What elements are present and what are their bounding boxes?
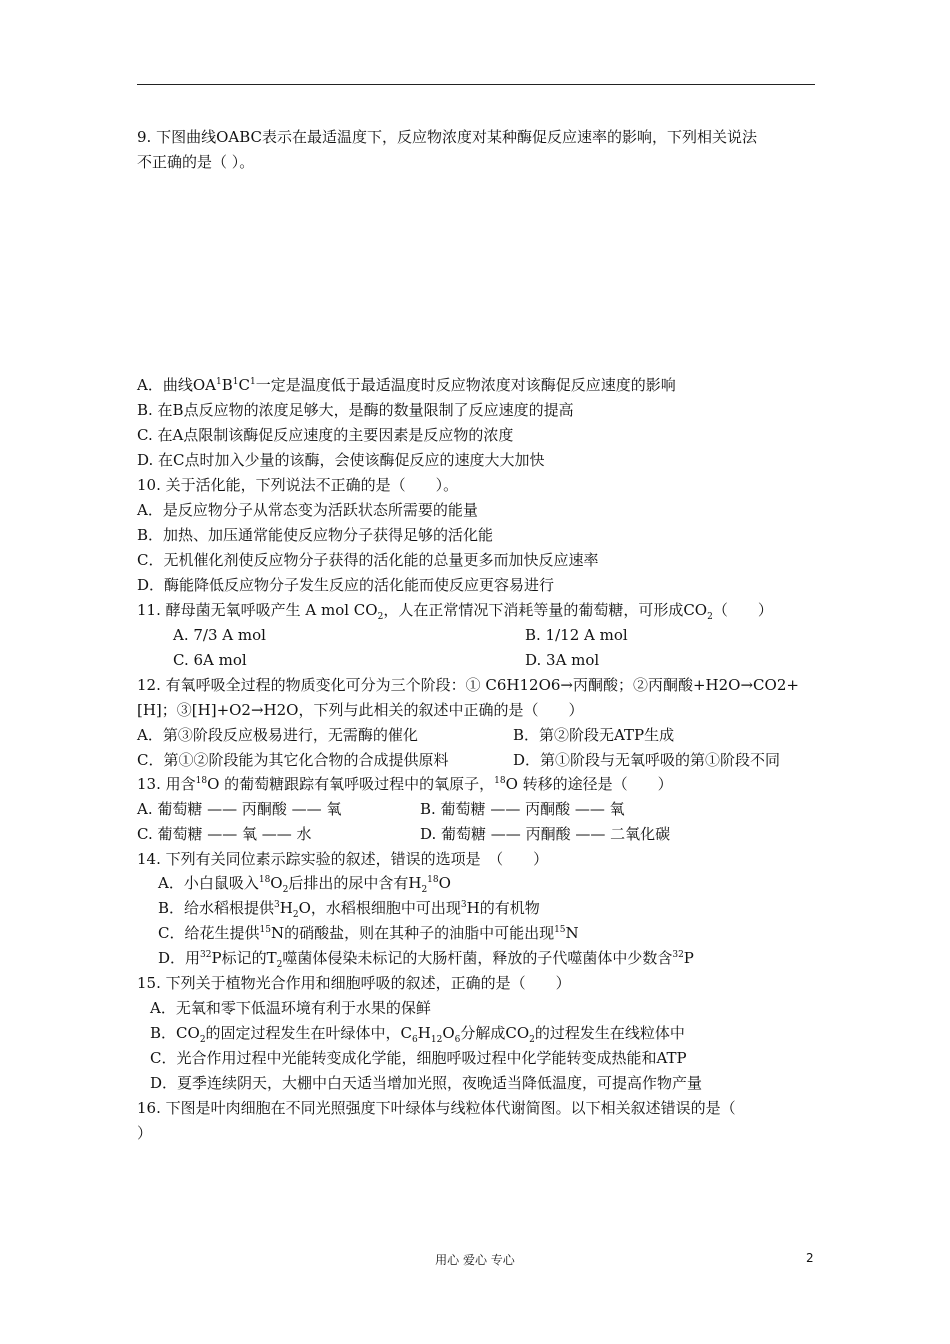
q15-option-b: B．$CO_2$的固定过程发生在叶绿体中，$C_6H_{12}O_6$分解成$CO_2$的过程发生在线粒体中 — [150, 1024, 685, 1045]
q14-option-b: B．给水稻根提供$^3H_2O$，水稻根细胞中可出现$^3$H的有机物 — [158, 899, 540, 920]
q9-option-a: A．曲线$OA^1B^1C^1$一定是温度低于最适温度时反应物浓度对该酶促反应速度的影响 — [137, 376, 676, 394]
q14-option-a: A．小白鼠吸入$^{18}O_2$后排出的尿中含有$H_2^{18}O$ — [158, 874, 451, 895]
page-number: 2 — [806, 1251, 814, 1265]
q10-option-a: A．是反应物分子从常态变为活跃状态所需要的能量 — [137, 501, 478, 519]
q14-option-c: C．给花生提供$^{15}$N的硝酸盐，则在其种子的油脂中可能出现$^{15}$N — [158, 924, 579, 942]
q13-option-c: C. 葡萄糖 —— 氧 —— 水 — [137, 825, 312, 843]
q10-option-c: C．无机催化剂使反应物分子获得的活化能的总量更多而加快反应速率 — [137, 551, 599, 569]
header-rule — [137, 84, 815, 85]
q15-stem: 15. 下列关于植物光合作用和细胞呼吸的叙述，正确的是（ ） — [137, 974, 571, 992]
q14-stem: 14. 下列有关同位素示踪实验的叙述，错误的选项是 （ ） — [137, 850, 549, 868]
q13-option-b: B. 葡萄糖 —— 丙酮酸 —— 氧 — [420, 800, 625, 818]
q15-option-a: A．无氧和零下低温环境有利于水果的保鲜 — [150, 999, 431, 1017]
q13-option-d: D. 葡萄糖 —— 丙酮酸 —— 二氧化碳 — [420, 825, 671, 843]
q12-option-d: D．第①阶段与无氧呼吸的第①阶段不同 — [513, 751, 781, 769]
q11-option-b: B. 1/12 A mol — [525, 626, 628, 644]
q11-option-d: D. 3A mol — [525, 651, 600, 669]
q14-option-d: D．用$^{32}$P标记的$T_2$噬菌体侵染未标记的大肠杆菌，释放的子代噬菌体中少数含$^{32}$P — [158, 949, 694, 970]
q16-stem-line2: ） — [137, 1124, 153, 1142]
q11-option-a: A. 7/3 A mol — [173, 626, 266, 644]
q15-option-d: D．夏季连续阴天，大棚中白天适当增加光照，夜晚适当降低温度，可提高作物产量 — [150, 1074, 703, 1092]
q12-option-a: A．第③阶段反应极易进行，无需酶的催化 — [137, 726, 418, 744]
q10-option-b: B．加热、加压通常能使反应物分子获得足够的活化能 — [137, 526, 494, 544]
q9-option-c: C. 在A点限制该酶促反应速度的主要因素是反应物的浓度 — [137, 426, 514, 444]
q10-stem: 10. 关于活化能，下列说法不正确的是（ ）。 — [137, 476, 459, 494]
q12-option-b: B．第②阶段无ATP生成 — [513, 726, 675, 744]
q16-stem-line1: 16. 下图是叶肉细胞在不同光照强度下叶绿体与线粒体代谢简图。以下相关叙述错误的是（ — [137, 1099, 736, 1117]
q9-figure-area — [137, 180, 815, 365]
q11-option-c: C. 6A mol — [173, 651, 247, 669]
q9-option-b: B. 在B点反应物的浓度足够大，是酶的数量限制了反应速度的提高 — [137, 401, 574, 419]
q12-stem-line1: 12. 有氧呼吸全过程的物质变化可分为三个阶段：① C6H12O6→丙酮酸；②丙酮酸+H2O→CO2+ — [137, 676, 799, 694]
q9-stem-line2: 不正确的是（ ）。 — [137, 153, 255, 171]
q11-stem: 11. 酵母菌无氧呼吸产生 A mol $CO_2$，人在正常情况下消耗等量的葡萄糖，可形成$CO_2$（ ） — [137, 601, 773, 622]
q9-stem-line1: 9. 下图曲线OABC表示在最适温度下，反应物浓度对某种酶促反应速率的影响，下列相关说法 — [137, 128, 757, 146]
q13-option-a: A. 葡萄糖 —— 丙酮酸 —— 氧 — [137, 800, 342, 818]
page-footer: 用心 爱心 专心 — [435, 1253, 515, 1267]
q15-option-c: C．光合作用过程中光能转变成化学能，细胞呼吸过程中化学能转变成热能和ATP — [150, 1049, 687, 1067]
q13-stem: 13. 用含$^{18}$O 的葡萄糖跟踪有氧呼吸过程中的氧原子，$^{18}$O 转移的途径是（ ） — [137, 775, 673, 793]
q10-option-d: D．酶能降低反应物分子发生反应的活化能而使反应更容易进行 — [137, 576, 555, 594]
q12-stem-line2: [H]；③[H]+O2→H2O，下列与此相关的叙述中正确的是（ ） — [137, 701, 584, 719]
q12-option-c: C．第①②阶段能为其它化合物的合成提供原料 — [137, 751, 449, 769]
q9-option-d: D. 在C点时加入少量的该酶，会使该酶促反应的速度大大加快 — [137, 451, 545, 469]
